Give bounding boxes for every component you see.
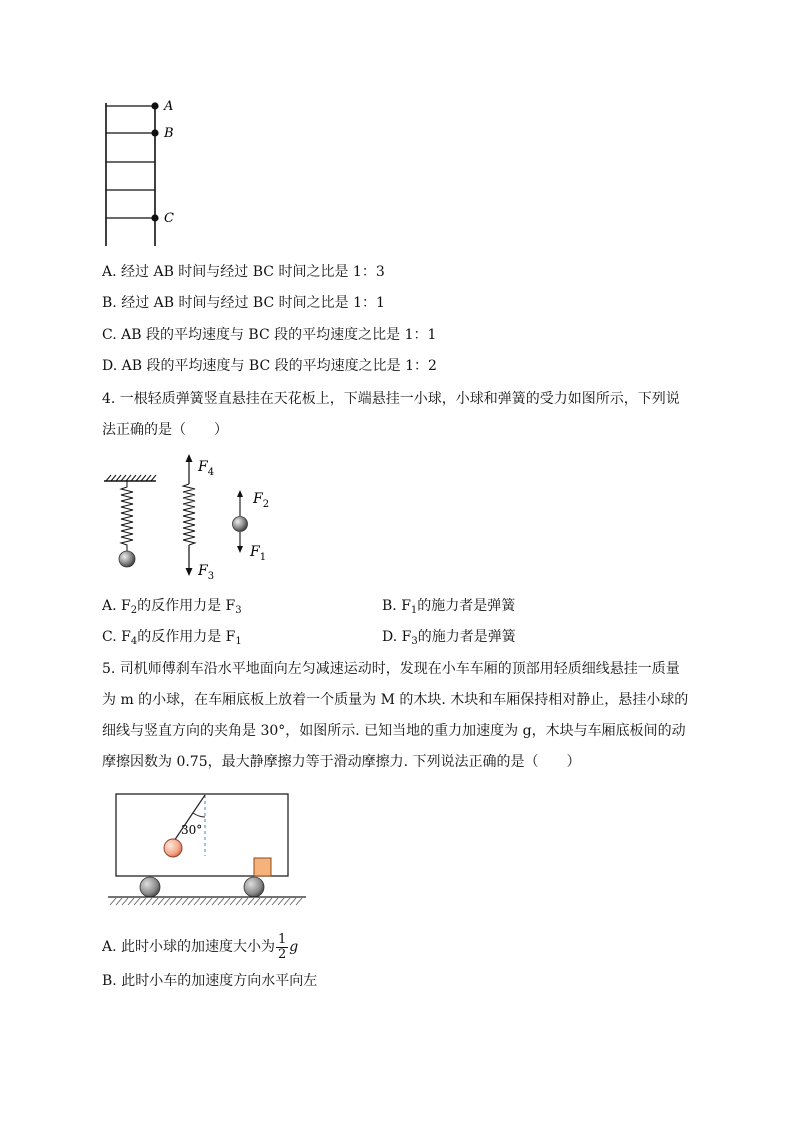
car-figure [104,788,314,914]
q3-option-c: C. AB 段的平均速度与 BC 段的平均速度之比是 1：1 [102,327,437,343]
wheel-right [244,877,264,897]
q4-option-b: B. $F_1$的施力者是弹簧 [382,598,516,616]
q5-option-a: A. 此时小球的加速度大小为 $\frac{1}{2}$ g [102,931,299,962]
point-c [151,214,158,221]
q4-stem-line1: 4. 一根轻质弹簧竖直悬挂在天花板上，下端悬挂一小球，小球和弹簧的受力如图所示，下列说 [102,391,680,407]
q5-stem-line4: 摩擦因数为 0.75，最大静摩擦力等于滑动摩擦力. 下列说法正确的是（ ） [102,754,581,770]
q3-option-d: D. AB 段的平均速度与 BC 段的平均速度之比是 1：2 [102,358,437,374]
point-a [151,102,158,109]
wheel-left [140,877,160,897]
q3-option-a: A. 经过 AB 时间与经过 BC 时间之比是 1：3 [102,264,385,280]
f1-label: $F_1$ [250,544,267,563]
wooden-block [254,858,271,876]
ladder-figure [98,96,188,251]
hanging-ball [119,551,135,567]
q5-stem-line3: 细线与竖直方向的夹角是 30°，如图所示. 已知当地的重力加速度为 g，木块与车厢底板间的动 [102,723,686,739]
spring-force-figure [100,454,290,584]
q3-option-b: B. 经过 AB 时间与经过 BC 时间之比是 1：1 [102,295,385,311]
q4-option-c: C. $F_4$的反作用力是 $F_1$ [102,629,242,647]
q4-stem-line2: 法正确的是（ ） [102,422,228,438]
label-b: B [164,126,174,141]
label-c: C [164,211,174,226]
point-b [151,129,158,136]
suspended-ball [164,839,182,857]
f4-label: $F_4$ [198,459,215,478]
angle-label: 30° [181,823,203,837]
f2-label: $F_2$ [253,491,270,510]
q4-option-a: A. $F_2$的反作用力是 $F_3$ [102,598,242,616]
q4-option-d: D. $F_3$的施力者是弹簧 [382,629,516,647]
fraction-one-half: $\frac{1}{2}$ [278,931,287,962]
label-a: A [164,99,174,114]
q5-stem-line2: 为 m 的小球，在车厢底板上放着一个质量为 M 的木块. 木块和车厢保持相对静止，悬挂小球的 [102,692,689,708]
f3-label: $F_3$ [198,563,215,582]
q5-option-b: B. 此时小车的加速度方向水平向左 [102,973,318,989]
isolated-ball [233,517,248,532]
q5-stem-line1: 5. 司机师傅刹车沿水平地面向左匀减速运动时，发现在小车车厢的顶部用轻质细线悬挂一质量 [102,661,680,677]
